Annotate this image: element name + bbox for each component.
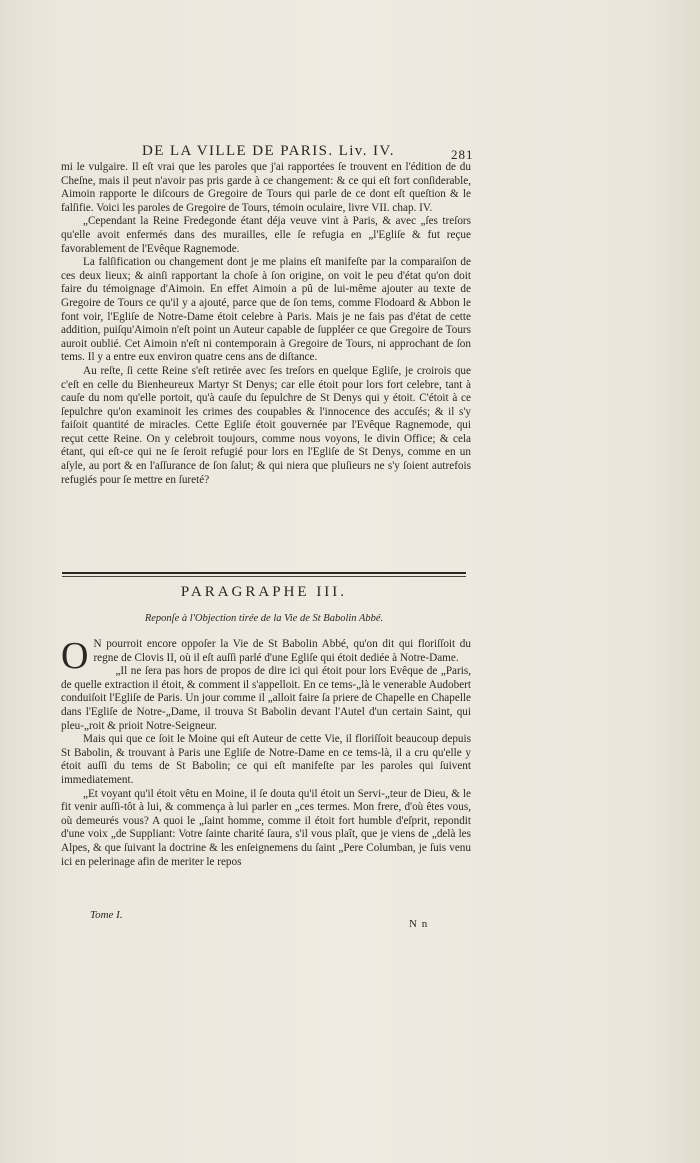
paragraph: mi le vulgaire. Il eſt vrai que les paroles que j'ai rapportées ſe trouvent en l'édition de du Cheſne, mais il peut n'avoir pas pris garde à ce changement: & ce qui eſt fort conſiderable, Aimoin rapporte le diſcours de Gregoire de Tours qui parle de ce dont eſt queſtion & le falſifie. Voici les paroles de Gregoire de Tours, témoin oculaire, livre VII. chap. IV. (61, 161, 471, 214)
running-head: DE LA VILLE DE PARIS. Liv. IV. (142, 143, 395, 159)
section-divider-rule (62, 572, 466, 574)
opening-paragraph-text: N pourroit encore oppoſer la Vie de St Babolin Abbé, qu'on dit qui floriſſoit du regne de Clovis II, où il eſt auſſi parlé d'une Egliſe qui étoit dediée à Notre-Dame. (93, 638, 471, 664)
drop-cap: O (61, 635, 89, 677)
quoted-paragraph: „Il ne ſera pas hors de propos de dire ici qui étoit pour lors Evêque de „Paris, de quelle extraction il étoit, & comment il s'appelloit. En ce tems-„là le venerable Audobert conduiſoit l'Egliſe de Paris. Un jour comme il „alloit faire ſa priere de Chapelle en Chapelle dans l'Egliſe de Notre-„Dame, il trouva St Babolin devant l'Autel d'un certain Saint, qui pleu-„roit & prioit Notre-Seigneur. (61, 665, 471, 732)
volume-signature: Tome I. (90, 909, 123, 921)
quoted-paragraph: „Et voyant qu'il étoit vêtu en Moine, il ſe douta qu'il étoit un Servi-„teur de Dieu, & le fit venir auſſi-tôt à lui, & commença à lui parler en „ces termes. Mon frere, d'où êtes vous, où demeurés vous? A quoi le „ſaint homme, comme il étoit fort humble d'eſprit, repondit d'une voix „de Suppliant: Votre ſainte charité ſaura, s'il vous plaît, que je viens de „delà les Alpes, & que ſuivant la doctrine & les enſeignemens du ſaint „Pere Columban, je ſuis venu ici en pelerinage afin de meriter le repos (61, 787, 471, 868)
paragraph: La falſification ou changement dont je me plains eſt manifeſte par la comparaiſon de ces deux lieux; & ainſi rapportant la choſe à ſon origine, on voit le peu d'état qu'on doit faire du témoignage d'Aimoin. En effet Aimoin a pû de lui-même ajouter au texte de Gregoire de Tours ce qu'il y a ajouté, parce que de ſon tems, comme Flodoard & Abbon le font voir, l'Egliſe de Notre-Dame étoit celebre à Paris. Mais je ne fais pas d'état de cette addition, puiſqu'Aimoin n'eſt point un Auteur capable de ſuppléer ce que Gregoire de Tours auroit oublié. Cet Aimoin n'eſt ni contemporain à Gregoire de Tours, ni approchant de ſon tems. Il y a entre eux environ quatre cens ans de diſtance. (61, 256, 471, 364)
page-number: 281 (451, 147, 474, 162)
section-subtitle: Reponſe à l'Objection tirée de la Vie de St Babolin Abbé. (144, 613, 384, 624)
section-title: PARAGRAPHE III. (180, 584, 348, 600)
paragraph: Au reſte, ſi cette Reine s'eſt retirée avec ſes treſors en quelque Egliſe, je croirois que c'eſt en celle du Bienheureux Martyr St Denys; car elle étoit pour lors fort celebre, tant à cauſe du nom qu'elle portoit, qu'à cauſe du ſepulchre de St Denys qui y étoit. C'étoit à ce ſepulchre qu'on examinoit les crimes des coupables & l'innocence des accuſés; & il s'y faiſoit quantité de miracles. Cette Egliſe étoit gouvernée par l'Evêque Ragnemode, qui reçut cette Reine. On y celebroit toujours, comme nous voyons, le divin Office; & cela étant, qui eſt-ce qui ne ſe ſeroit refugié pour lors en l'Egliſe de St Denys, comme en un aſyle, au port & en l'aſſurance de ſon ſalut; & qui niera que pluſieurs ne s'y ſoient autrefois refugiés pour ſe mettre en ſureté? (61, 364, 471, 486)
body-text-bottom (61, 635, 471, 869)
paragraph: Mais qui que ce ſoit le Moine qui eſt Auteur de cette Vie, il floriſſoit beaucoup depuis St Babolin, & trouvant à Paris une Egliſe de Notre-Dame en ce tems-là, il a cru qu'elle y étoit auſſi du tems de St Babolin; ce qui eſt manifeſte par les paroles qui ſuivent immediatement. (61, 733, 471, 786)
opening-paragraph (61, 635, 471, 677)
quoted-paragraph: „Cependant la Reine Fredegonde étant déja veuve vint à Paris, & avec „ſes treſors qu'elle avoit enfermés dans des murailles, elle ſe refugia en „l'Egliſe & fut reçue favorablement de l'Evêque Ragnemode. (61, 215, 471, 255)
section-divider-rule-thin (62, 576, 466, 577)
body-text-top (61, 161, 471, 487)
catchword: N n (409, 918, 429, 930)
